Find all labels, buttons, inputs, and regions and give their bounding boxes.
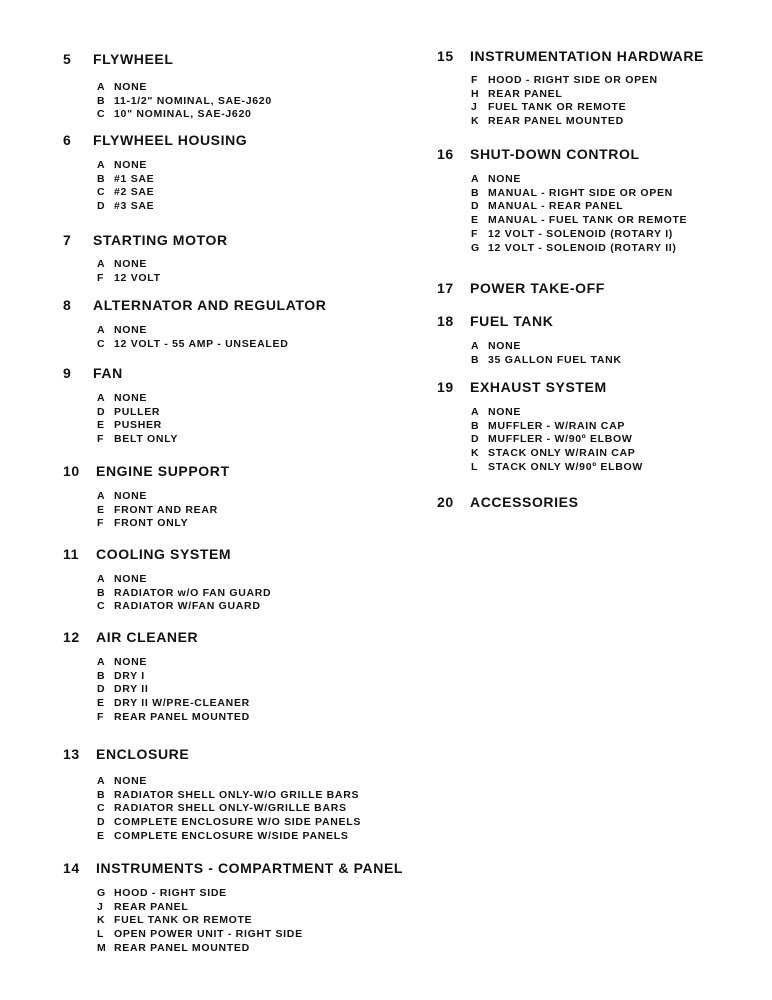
option-code: G bbox=[97, 887, 106, 899]
section-title: AIR CLEANER bbox=[96, 629, 199, 645]
option-item bbox=[471, 200, 687, 214]
section-title: SHUT-DOWN CONTROL bbox=[470, 146, 640, 162]
section-title: POWER TAKE-OFF bbox=[470, 280, 605, 296]
section-number: 14 bbox=[63, 860, 80, 876]
option-text: 12 VOLT - SOLENOID (ROTARY I) bbox=[488, 227, 674, 240]
section-number: 11 bbox=[63, 546, 79, 562]
section-number: 20 bbox=[437, 494, 454, 510]
option-item bbox=[97, 775, 361, 789]
option-list bbox=[97, 775, 361, 844]
section-number: 18 bbox=[437, 313, 454, 329]
option-text: 35 GALLON FUEL TANK bbox=[488, 353, 622, 366]
option-text: MANUAL - REAR PANEL bbox=[488, 200, 624, 213]
section-8 bbox=[63, 297, 327, 350]
section-heading bbox=[437, 313, 553, 329]
section-title: FAN bbox=[93, 365, 123, 381]
section-number: 9 bbox=[63, 365, 72, 381]
section-heading bbox=[437, 379, 607, 395]
option-code: D bbox=[471, 200, 480, 213]
option-code: E bbox=[97, 697, 105, 710]
section-number: 16 bbox=[437, 146, 454, 162]
option-code: C bbox=[97, 802, 106, 815]
option-code: B bbox=[471, 186, 480, 199]
option-item bbox=[97, 392, 178, 406]
option-code: F bbox=[97, 433, 105, 446]
section-heading bbox=[63, 860, 403, 876]
option-item bbox=[97, 587, 271, 601]
option-code: J bbox=[471, 101, 478, 114]
section-number: 12 bbox=[63, 629, 80, 645]
section-title: FLYWHEEL HOUSING bbox=[93, 132, 248, 148]
option-text: FRONT ONLY bbox=[114, 517, 189, 530]
option-text: HOOD - RIGHT SIDE OR OPEN bbox=[488, 74, 658, 86]
option-code: A bbox=[97, 775, 106, 787]
option-code: A bbox=[97, 258, 106, 270]
option-item bbox=[97, 887, 303, 901]
section-18 bbox=[437, 313, 622, 366]
option-text: NONE bbox=[114, 656, 148, 668]
option-text: REAR PANEL MOUNTED bbox=[488, 115, 624, 128]
option-item bbox=[471, 406, 643, 420]
option-item bbox=[97, 406, 178, 420]
section-heading bbox=[63, 132, 247, 148]
option-list bbox=[97, 656, 250, 725]
option-list bbox=[97, 887, 303, 956]
option-code: B bbox=[97, 94, 106, 107]
option-item bbox=[97, 683, 250, 697]
option-code: F bbox=[97, 271, 105, 284]
section-heading bbox=[63, 463, 230, 479]
section-13 bbox=[63, 746, 362, 842]
option-text: FUEL TANK OR REMOTE bbox=[488, 101, 627, 114]
option-list bbox=[97, 324, 288, 351]
option-item bbox=[97, 928, 303, 942]
option-item bbox=[471, 242, 687, 256]
option-list bbox=[471, 406, 643, 475]
option-item bbox=[471, 88, 658, 102]
option-text: PULLER bbox=[114, 405, 161, 418]
option-text: NONE bbox=[114, 258, 148, 270]
option-text: NONE bbox=[114, 573, 148, 585]
section-title: ALTERNATOR AND REGULATOR bbox=[93, 297, 327, 313]
option-code: E bbox=[97, 829, 105, 842]
option-code: A bbox=[97, 324, 106, 336]
option-text: NONE bbox=[114, 392, 148, 404]
option-item bbox=[471, 433, 643, 447]
option-code: D bbox=[471, 433, 480, 446]
option-item bbox=[471, 115, 658, 129]
section-title: EXHAUST SYSTEM bbox=[470, 379, 607, 395]
option-code: A bbox=[97, 81, 106, 93]
section-heading bbox=[63, 629, 198, 645]
option-text: NONE bbox=[488, 340, 522, 352]
option-code: F bbox=[471, 74, 479, 86]
section-9 bbox=[63, 365, 179, 446]
option-item bbox=[471, 101, 658, 115]
section-title: ACCESSORIES bbox=[470, 494, 579, 510]
option-text: REAR PANEL bbox=[114, 900, 189, 913]
option-list bbox=[97, 81, 272, 122]
option-text: COMPLETE ENCLOSURE W/SIDE PANELS bbox=[114, 829, 349, 842]
option-text: OPEN POWER UNIT - RIGHT SIDE bbox=[114, 928, 303, 941]
section-12 bbox=[63, 629, 250, 723]
section-10 bbox=[63, 463, 230, 530]
option-item bbox=[97, 789, 361, 803]
option-text: PUSHER bbox=[114, 419, 162, 432]
option-code: B bbox=[97, 788, 106, 801]
section-number: 15 bbox=[437, 48, 454, 64]
option-text: 10" NOMINAL, SAE-J620 bbox=[114, 108, 252, 121]
section-15 bbox=[437, 48, 704, 128]
option-code: C bbox=[97, 337, 106, 350]
option-item bbox=[97, 95, 272, 109]
section-heading bbox=[63, 297, 326, 313]
option-text: BELT ONLY bbox=[114, 433, 179, 446]
section-number: 17 bbox=[437, 280, 454, 296]
option-code: J bbox=[97, 900, 104, 913]
option-code: A bbox=[97, 656, 106, 668]
option-item bbox=[97, 81, 272, 95]
option-text: #1 SAE bbox=[114, 172, 155, 185]
option-item bbox=[97, 670, 250, 684]
option-code: B bbox=[97, 172, 106, 185]
option-code: A bbox=[97, 159, 106, 171]
section-number: 19 bbox=[437, 379, 454, 395]
option-text: 12 VOLT - SOLENOID (ROTARY II) bbox=[488, 241, 677, 254]
section-title: ENGINE SUPPORT bbox=[96, 463, 230, 479]
section-heading bbox=[63, 546, 231, 562]
section-19 bbox=[437, 379, 643, 473]
option-item bbox=[97, 200, 154, 214]
option-code: C bbox=[97, 186, 106, 199]
section-heading bbox=[63, 51, 174, 67]
section-title: INSTRUMENTATION HARDWARE bbox=[470, 48, 704, 64]
option-text: REAR PANEL MOUNTED bbox=[114, 941, 250, 954]
option-code: A bbox=[471, 340, 480, 352]
section-number: 7 bbox=[63, 232, 72, 248]
option-text: RADIATOR W/FAN GUARD bbox=[114, 600, 261, 613]
option-item bbox=[97, 802, 361, 816]
option-code: G bbox=[471, 241, 480, 254]
option-item bbox=[471, 420, 643, 434]
option-item bbox=[97, 942, 303, 956]
option-code: A bbox=[97, 392, 106, 404]
section-number: 5 bbox=[63, 51, 72, 67]
option-list bbox=[97, 573, 271, 614]
option-item bbox=[97, 159, 154, 173]
option-item bbox=[97, 914, 303, 928]
section-heading bbox=[437, 146, 640, 162]
option-text: NONE bbox=[488, 173, 522, 185]
section-title: STARTING MOTOR bbox=[93, 232, 228, 248]
option-item bbox=[471, 340, 622, 354]
option-code: E bbox=[97, 503, 105, 516]
option-item bbox=[97, 186, 154, 200]
option-item bbox=[97, 173, 154, 187]
option-item bbox=[97, 656, 250, 670]
option-code: F bbox=[471, 227, 479, 240]
option-code: D bbox=[97, 200, 106, 213]
option-item bbox=[471, 461, 643, 475]
option-item bbox=[97, 600, 271, 614]
option-code: L bbox=[471, 460, 479, 473]
option-list bbox=[471, 173, 687, 255]
option-item bbox=[97, 517, 218, 531]
option-code: A bbox=[471, 173, 480, 185]
option-text: NONE bbox=[114, 324, 148, 336]
section-17 bbox=[437, 280, 605, 296]
option-code: L bbox=[97, 928, 105, 941]
option-item bbox=[471, 447, 643, 461]
section-number: 8 bbox=[63, 297, 72, 313]
option-text: NONE bbox=[114, 159, 148, 171]
option-text: MANUAL - RIGHT SIDE OR OPEN bbox=[488, 186, 673, 199]
section-title: FUEL TANK bbox=[470, 313, 554, 329]
option-text: RADIATOR SHELL ONLY-W/O GRILLE BARS bbox=[114, 788, 360, 801]
section-11 bbox=[63, 546, 272, 613]
section-heading bbox=[63, 232, 228, 248]
option-code: K bbox=[471, 115, 480, 128]
option-item bbox=[471, 214, 687, 228]
option-text: 12 VOLT bbox=[114, 271, 161, 284]
option-list bbox=[97, 392, 178, 447]
option-code: K bbox=[471, 447, 480, 460]
option-item bbox=[97, 324, 288, 338]
section-number: 13 bbox=[63, 746, 80, 762]
option-text: NONE bbox=[114, 490, 148, 502]
option-text: HOOD - RIGHT SIDE bbox=[114, 887, 227, 899]
option-text: RADIATOR w/O FAN GUARD bbox=[114, 586, 272, 599]
option-code: C bbox=[97, 600, 106, 613]
option-text: DRY I bbox=[114, 669, 145, 682]
option-item bbox=[97, 419, 178, 433]
section-7 bbox=[63, 232, 228, 284]
section-heading bbox=[63, 746, 189, 762]
option-item bbox=[97, 573, 271, 587]
option-item bbox=[97, 504, 218, 518]
section-title: COOLING SYSTEM bbox=[96, 546, 232, 562]
section-title: ENCLOSURE bbox=[96, 746, 190, 762]
section-heading bbox=[437, 494, 579, 510]
option-text: MUFFLER - W/RAIN CAP bbox=[488, 419, 626, 432]
option-item bbox=[97, 697, 250, 711]
option-text: COMPLETE ENCLOSURE W/O SIDE PANELS bbox=[114, 816, 362, 829]
option-text: STACK ONLY W/90º ELBOW bbox=[488, 460, 643, 473]
option-item bbox=[97, 258, 161, 272]
option-list bbox=[471, 74, 658, 129]
option-item bbox=[471, 173, 687, 187]
option-code: E bbox=[97, 419, 105, 432]
option-code: E bbox=[471, 214, 479, 227]
option-text: 12 VOLT - 55 AMP - UNSEALED bbox=[114, 337, 289, 350]
option-item bbox=[471, 228, 687, 242]
option-code: K bbox=[97, 914, 106, 927]
option-list bbox=[97, 490, 218, 531]
section-heading bbox=[437, 280, 605, 296]
option-text: FRONT AND REAR bbox=[114, 503, 218, 516]
option-code: A bbox=[97, 573, 106, 585]
option-list bbox=[97, 159, 154, 214]
option-item bbox=[97, 711, 250, 725]
option-code: A bbox=[97, 490, 106, 502]
option-list bbox=[471, 340, 622, 367]
section-16 bbox=[437, 146, 688, 254]
option-item bbox=[97, 272, 161, 286]
option-text: MUFFLER - W/90º ELBOW bbox=[488, 433, 633, 446]
option-text: NONE bbox=[114, 775, 148, 787]
option-text: DRY II W/PRE-CLEANER bbox=[114, 697, 250, 710]
section-number: 10 bbox=[63, 463, 80, 479]
option-text: FUEL TANK OR REMOTE bbox=[114, 914, 253, 927]
option-item bbox=[97, 490, 218, 504]
section-heading bbox=[63, 365, 123, 381]
option-code: B bbox=[97, 586, 106, 599]
option-code: F bbox=[97, 710, 105, 723]
option-item bbox=[97, 816, 361, 830]
option-code: B bbox=[471, 353, 480, 366]
option-text: NONE bbox=[488, 406, 522, 418]
option-item bbox=[97, 901, 303, 915]
option-item bbox=[97, 830, 361, 844]
option-code: D bbox=[97, 405, 106, 418]
option-code: D bbox=[97, 683, 106, 696]
option-item bbox=[471, 74, 658, 88]
option-code: A bbox=[471, 406, 480, 418]
option-item bbox=[471, 187, 687, 201]
option-text: RADIATOR SHELL ONLY-W/GRILLE BARS bbox=[114, 802, 347, 815]
option-text: 11-1/2" NOMINAL, SAE-J620 bbox=[114, 94, 272, 107]
option-text: REAR PANEL bbox=[488, 87, 563, 100]
option-list bbox=[97, 258, 161, 285]
option-item bbox=[471, 354, 622, 368]
option-code: M bbox=[97, 941, 107, 954]
section-20 bbox=[437, 494, 579, 510]
section-title: FLYWHEEL bbox=[93, 51, 174, 67]
section-number: 6 bbox=[63, 132, 72, 148]
option-text: #3 SAE bbox=[114, 200, 155, 213]
option-text: REAR PANEL MOUNTED bbox=[114, 710, 250, 723]
option-text: DRY II bbox=[114, 683, 149, 696]
option-code: B bbox=[97, 669, 106, 682]
section-heading bbox=[437, 48, 704, 64]
option-code: H bbox=[471, 87, 480, 100]
section-14 bbox=[63, 860, 404, 954]
option-item bbox=[97, 108, 272, 122]
option-text: STACK ONLY W/RAIN CAP bbox=[488, 447, 636, 460]
option-code: D bbox=[97, 816, 106, 829]
option-code: F bbox=[97, 517, 105, 530]
option-text: MANUAL - FUEL TANK OR REMOTE bbox=[488, 214, 688, 227]
option-code: C bbox=[97, 108, 106, 121]
option-text: #2 SAE bbox=[114, 186, 155, 199]
option-code: B bbox=[471, 419, 480, 432]
section-6 bbox=[63, 132, 248, 213]
option-item bbox=[97, 338, 288, 352]
option-item bbox=[97, 433, 178, 447]
section-5 bbox=[63, 51, 272, 121]
option-text: NONE bbox=[114, 81, 148, 93]
section-title: INSTRUMENTS - COMPARTMENT & PANEL bbox=[96, 860, 404, 876]
